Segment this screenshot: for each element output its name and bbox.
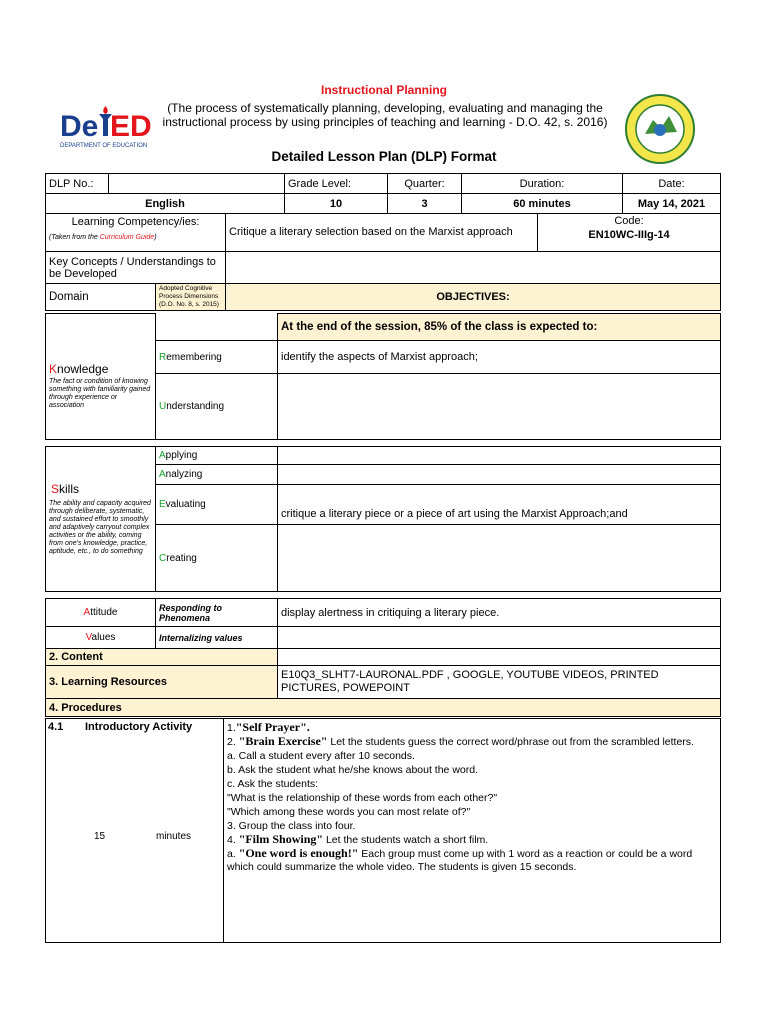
- knowledge-definition: The fact or condition of knowing something with familiarity gained through experience or association: [49, 377, 151, 409]
- svg-text:ED: ED: [110, 110, 152, 143]
- procedure-line: "What is the relationship of these words from each other?": [227, 792, 498, 804]
- duration-value: 60 minutes: [462, 194, 623, 214]
- competency-label-cell: [46, 214, 226, 252]
- planning-description: (The process of systematically planning, developing, evaluating and managing the instructional process by using principles of teaching and learning - D.O. 42, s. 2016): [162, 101, 608, 129]
- competency-label: Learning Competency/ies:: [71, 216, 200, 228]
- knowledge-label: Knowledge: [49, 361, 109, 376]
- remembering-label: Remembering: [156, 341, 278, 374]
- activity-minutes-label: minutes: [156, 831, 192, 842]
- skills-definition: The ability and capacity acquired through deliberate, systematic, and sustained effort to smoothly and adaptively carryout complex activities or the ability, coming from one's knowledge, practice, aptitude, etc., to do something: [49, 500, 151, 555]
- evaluating-label: Evaluating: [156, 485, 278, 525]
- applying-objective: [278, 447, 721, 465]
- activity-procedure: [224, 719, 721, 943]
- procedure-line: 1."Self Prayer".: [227, 720, 310, 734]
- procedure-line: 2. "Brain Exercise" Let the students guess the correct word/phrase out from the scrambled letters.: [227, 734, 694, 748]
- procedure-line: 4. "Film Showing" Let the students watch a short film.: [227, 832, 489, 846]
- key-concepts-value: [226, 252, 721, 284]
- subject-value: English: [46, 194, 285, 214]
- values-objective: [278, 627, 721, 649]
- activity-minutes-number: 15: [94, 831, 106, 842]
- understanding-objective: [278, 374, 721, 440]
- quarter-label: Quarter:: [388, 174, 462, 194]
- skills-cell: [46, 447, 156, 592]
- procedure-line: a. Call a student every after 10 seconds.: [227, 750, 415, 762]
- competency-table: [45, 213, 721, 311]
- grade-value: 10: [285, 194, 388, 214]
- values-label: Values: [46, 627, 156, 649]
- key-concepts-label: Key Concepts / Understandings to be Developed: [46, 252, 226, 284]
- planning-title: Instructional Planning: [320, 83, 447, 97]
- knowledge-cell: [46, 314, 156, 440]
- svg-text:DEPARTMENT OF EDUCATION: DEPARTMENT OF EDUCATION: [60, 143, 148, 149]
- dlp-label: DLP No.:: [46, 174, 109, 194]
- activity-number: 4.1: [48, 721, 64, 733]
- code-cell: [538, 214, 721, 252]
- attitude-level: Responding to Phenomena: [156, 599, 278, 627]
- evaluating-objective: critique a literary piece or a piece of art using the Marxist Approach;and: [278, 485, 721, 525]
- resources-label: 3. Learning Resources: [46, 666, 278, 699]
- applying-label: Applying: [156, 447, 278, 465]
- attitude-label: Attitude: [46, 599, 156, 627]
- creating-label: Creating: [156, 525, 278, 592]
- deped-logo: [58, 106, 158, 150]
- expectation-text: At the end of the session, 85% of the class is expected to:: [278, 314, 721, 341]
- skills-label: Skills: [51, 482, 80, 496]
- dlp-value: [109, 174, 285, 194]
- knowledge-table: [45, 313, 721, 440]
- activity-title: Introductory Activity: [85, 721, 193, 733]
- procedure-line: b. Ask the student what he/she knows about the word.: [227, 764, 478, 776]
- analyzing-label: Analyzing: [156, 465, 278, 485]
- attitude-objective: display alertness in critiquing a literary piece.: [278, 599, 721, 627]
- lower-table: [45, 598, 721, 717]
- document-title: Detailed Lesson Plan (DLP) Format: [271, 149, 497, 164]
- procedure-line: "Which among these words you can most relate of?": [227, 806, 471, 818]
- procedure-line: c. Ask the students:: [227, 778, 319, 790]
- cognitive-dimensions-label: Adopted Cognitive Process Dimensions (D.O. No. 8, s. 2015): [156, 284, 226, 311]
- quarter-value: 3: [388, 194, 462, 214]
- skills-table: [45, 446, 721, 592]
- procedure-line: a. "One word is enough!" Each group must come up with 1 word as a reaction or could be a word which could summarize the whole video. The students is given 15 seconds.: [227, 846, 693, 873]
- remembering-objective: identify the aspects of Marxist approach;: [278, 341, 721, 374]
- creating-objective: [278, 525, 721, 592]
- duration-label: Duration:: [462, 174, 623, 194]
- understanding-label: Understanding: [156, 374, 278, 440]
- analyzing-objective: [278, 465, 721, 485]
- code-value: EN10WC-IIIg-14: [588, 229, 670, 241]
- procedures-table: [45, 718, 721, 943]
- procedures-label: 4. Procedures: [46, 699, 721, 717]
- date-label: Date:: [623, 174, 721, 194]
- competency-value: Critique a literary selection based on the Marxist approach: [226, 214, 538, 252]
- info-table: [45, 173, 721, 214]
- content-label: 2. Content: [46, 649, 278, 666]
- svg-text:De: De: [60, 110, 99, 143]
- content-value: [278, 649, 721, 666]
- objectives-label: OBJECTIVES:: [226, 284, 721, 311]
- values-level: Internalizing values: [156, 627, 278, 649]
- date-value: May 14, 2021: [623, 194, 721, 214]
- domain-label: Domain: [46, 284, 156, 311]
- procedure-line: 3. Group the class into four.: [227, 820, 356, 832]
- code-label: Code:: [614, 215, 644, 227]
- grade-label: Grade Level:: [285, 174, 388, 194]
- resources-value: E10Q3_SLHT7-LAURONAL.PDF , GOOGLE, YOUTUBE VIDEOS, PRINTED PICTURES, POWEPOINT: [278, 666, 721, 699]
- activity-cell: [46, 719, 224, 943]
- competency-note: (Taken from the Curriculum Guide): [49, 234, 157, 241]
- blank: [156, 314, 278, 341]
